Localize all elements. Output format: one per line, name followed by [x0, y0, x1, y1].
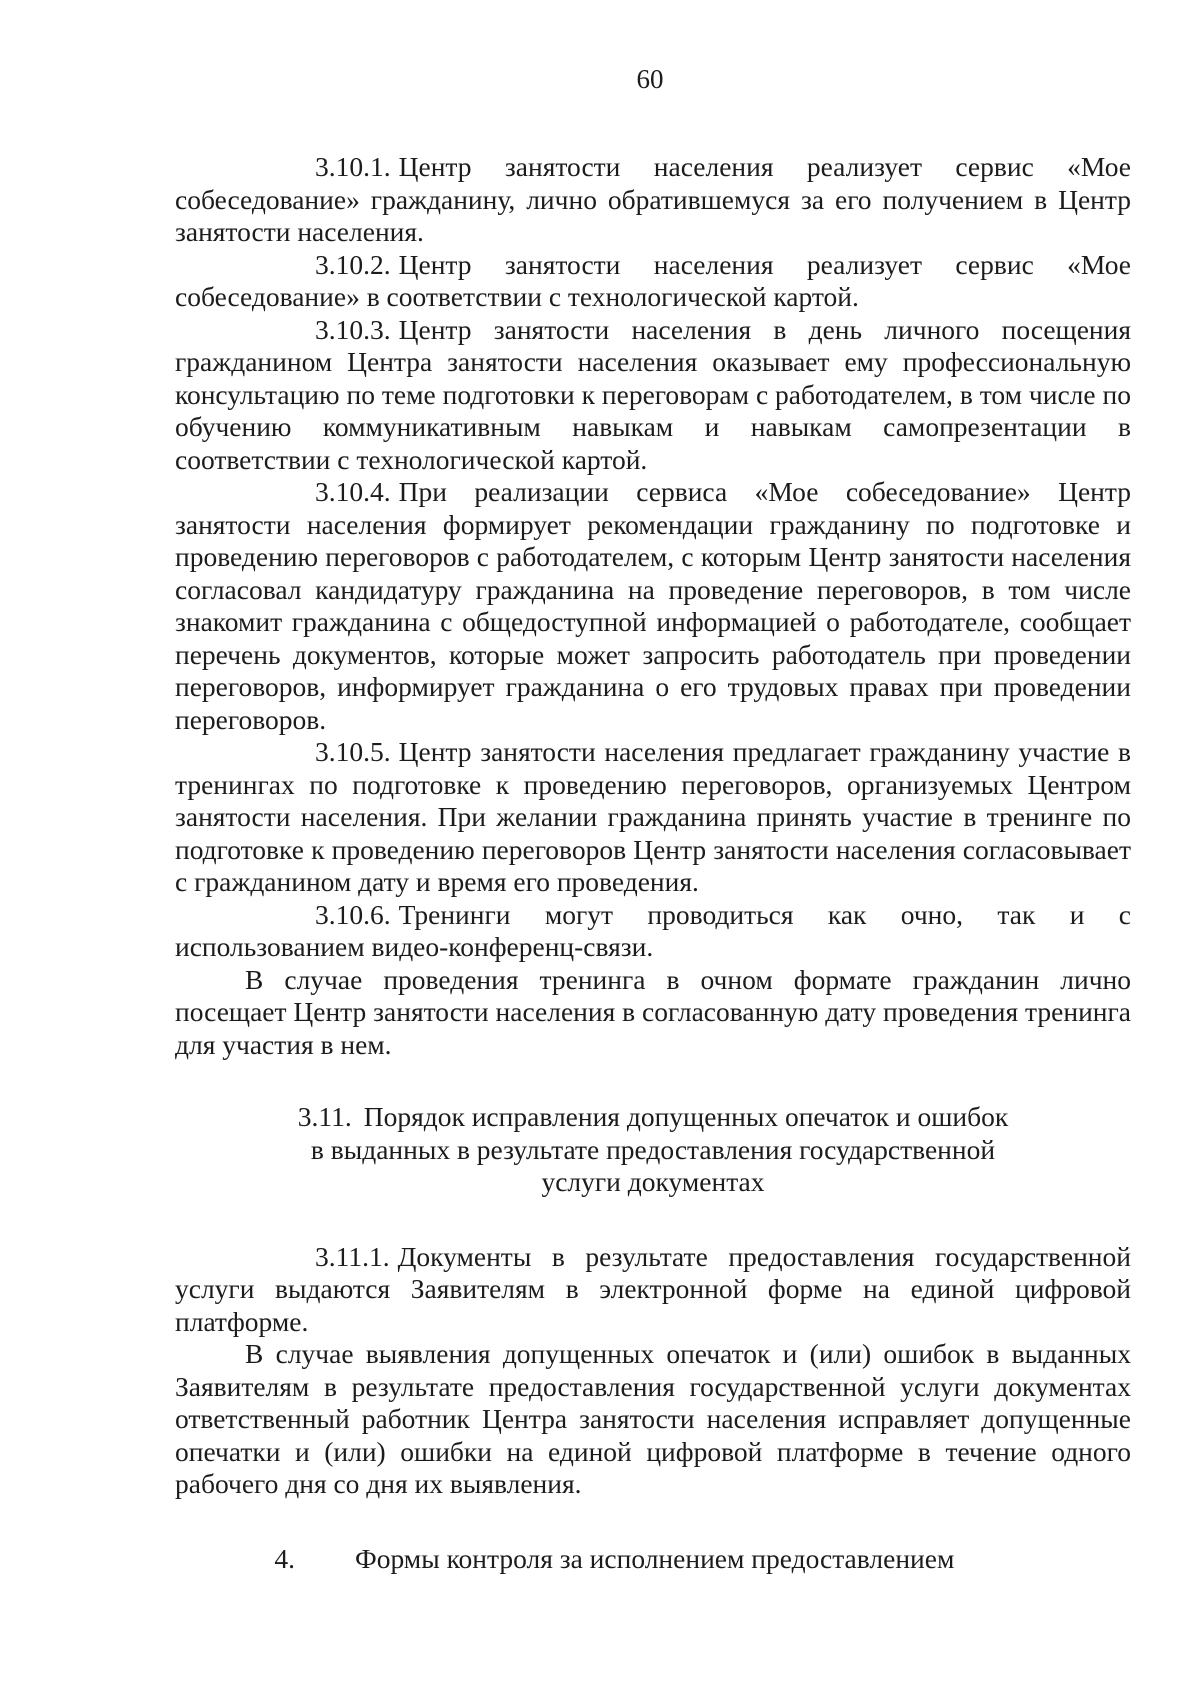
paragraph-3-10-1	[175, 151, 1131, 249]
paragraph-number: 3.10.4.	[315, 476, 391, 507]
paragraph-training-in-person	[175, 964, 1131, 1062]
section-heading-4	[175, 1543, 1131, 1576]
paragraph-3-10-2	[175, 249, 1131, 314]
section-title: Формы контроля за исполнением предоставлением	[355, 1542, 955, 1574]
paragraph-3-11-1	[175, 1241, 1131, 1339]
paragraph-text: Центр занятости населения реализует сервис «Мое собеседование» гражданину, лично обратившемуся за его получением в Центр занятости населения.	[175, 151, 1131, 247]
heading-text: Порядок исправления допущенных опечаток и ошибок	[363, 1101, 1009, 1132]
heading-number: 3.11.	[297, 1101, 352, 1132]
paragraph-text: Тренинги могут проводиться как очно, так и с использованием видео-конференц-связи.	[175, 898, 1131, 962]
paragraph-number: 3.11.1.	[315, 1240, 390, 1272]
heading-line-3: услуги документах	[541, 1166, 765, 1197]
heading-line-1	[175, 1101, 1131, 1134]
paragraph-text: Центр занятости населения в день личного посещения гражданином Центра занятости населения оказывает ему профессиональную консультацию по теме подготовки к переговорам с работодателем, в том числе по обучению коммуникативным навыкам и навыкам самопрезентации в соответствии с технологической картой.	[175, 313, 1131, 475]
paragraph-number: 3.10.3.	[315, 313, 391, 345]
paragraph-3-10-3	[175, 314, 1131, 477]
section-number: 4.	[274, 1542, 295, 1574]
paragraph-number: 3.10.2.	[315, 248, 391, 280]
paragraph-text: Центр занятости населения реализует сервис «Мое собеседование» в соответствии с технологической картой.	[175, 248, 1131, 312]
paragraph-text: Центр занятости населения предлагает гражданину участие в тренингах по подготовке к проведению переговоров, организуемых Центром занятости населения. При желании гражданина принять участие в тренинге по подготовке к проведению переговоров Центр занятости населения согласовывает с гражданином дату и время его проведения.	[175, 736, 1131, 897]
paragraph-number: 3.10.1.	[315, 151, 391, 182]
paragraph-3-10-6	[175, 899, 1131, 964]
heading-line-2: в выданных в результате предоставления государственной	[310, 1133, 996, 1165]
paragraph-text: При реализации сервиса «Мое собеседование» Центр занятости населения формирует рекомендации гражданину по подготовке и проведению переговоров с работодателем, с которым Центр занятости населения согласовал кандидатуру гражданина на проведение переговоров, в том числе знакомит гражданина с общедоступной информацией о работодателе, сообщает перечень документов, которые может запросить работодатель при проведении переговоров, информирует гражданина о его трудовых правах при проведении переговоров.	[175, 476, 1131, 735]
paragraph-text: Документы в результате предоставления государственной услуги выдаются Заявителям в электронной форме на единой цифровой платформе.	[175, 1240, 1131, 1337]
page-number: 60	[636, 64, 664, 94]
paragraph-number: 3.10.6.	[315, 898, 391, 930]
paragraph-3-10-5	[175, 736, 1131, 899]
paragraph-number: 3.10.5.	[315, 736, 391, 767]
paragraph-text: В случае проведения тренинга в очном формате гражданин лично посещает Центр занятости населения в согласованную дату проведения тренинга для участия в нем.	[175, 963, 1131, 1060]
paragraph-3-10-4	[175, 476, 1131, 736]
paragraph-error-correction	[175, 1338, 1131, 1501]
paragraph-text: В случае выявления допущенных опечаток и (или) ошибок в выданных Заявителям в результате предоставления государственной услуги документах ответственный работник Центра занятости населения исправляет допущенные опечатки и (или) ошибки на единой цифровой платформе в течение одного рабочего дня со дня их выявления.	[175, 1338, 1131, 1499]
document-body	[175, 151, 1131, 1575]
section-heading-3-11	[175, 1101, 1131, 1199]
